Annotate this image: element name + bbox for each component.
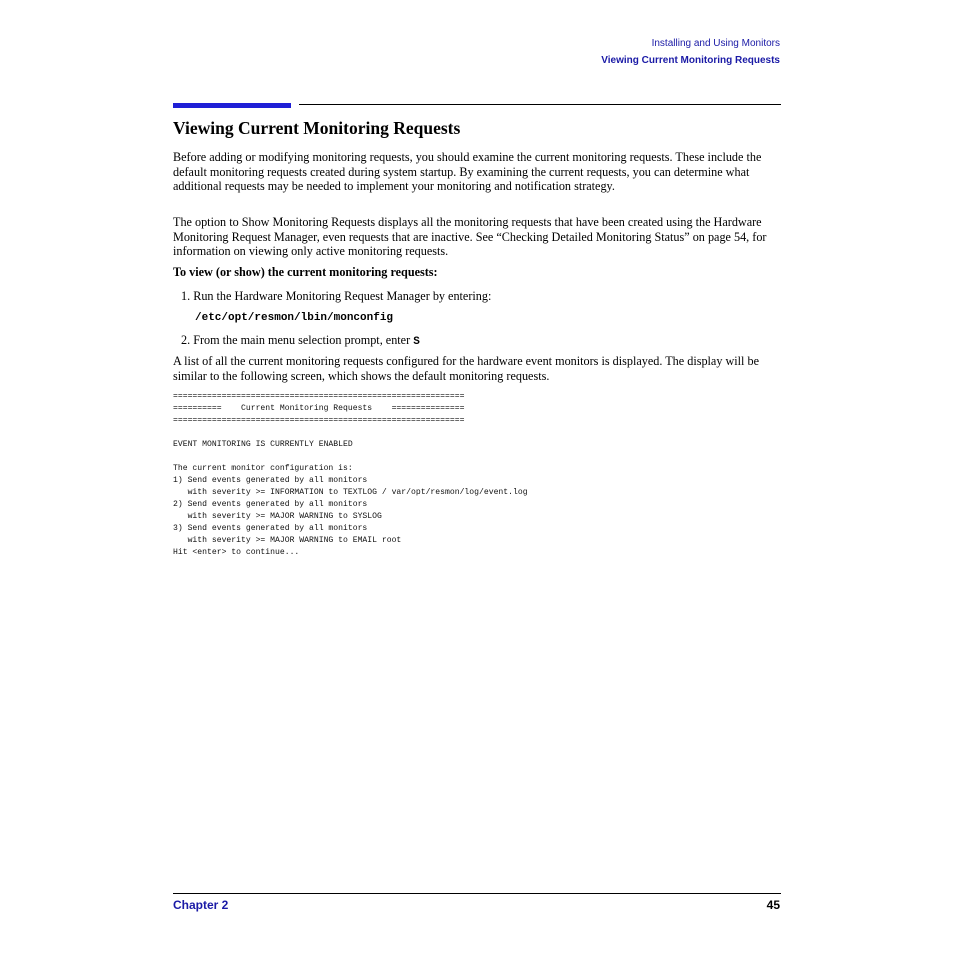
footer-chapter: Chapter 2 (173, 898, 229, 912)
running-header-title: Viewing Current Monitoring Requests (601, 55, 780, 66)
result-paragraph: A list of all the current monitoring requests configured for the hardware event monitors is displayed. The display will be similar to the following screen, which shows the default monitoring requests. (173, 354, 759, 383)
section-accent-bar (173, 103, 291, 108)
step-1-text: 1. Run the Hardware Monitoring Request Manager by entering: (181, 289, 492, 303)
procedure-heading: To view (or show) the current monitoring requests: (173, 265, 438, 279)
section-rule (299, 104, 781, 105)
step-1 (181, 289, 491, 304)
running-header-section: Installing and Using Monitors (651, 38, 780, 49)
step-2 (181, 333, 420, 348)
footer-page-number: 45 (766, 898, 780, 912)
show-requests-paragraph: The option to Show Monitoring Requests displays all the monitoring requests that have been created using the Hardware Monitoring Request Manager, even requests that are inactive. See “Checking Detailed Monitoring Status” on page 54, for information on viewing only active monitoring requests. (173, 215, 767, 259)
step-2-text: 2. From the main menu selection prompt, enter (181, 333, 414, 347)
intro-paragraph: Before adding or modifying monitoring requests, you should examine the current monitoring requests. These include the default monitoring requests created during system startup. By examining the current requests, you can determine what additional requests may be needed to implement your monitoring and notification strategy. (173, 150, 762, 194)
footer-rule (173, 893, 781, 894)
page-title: Viewing Current Monitoring Requests (173, 118, 461, 138)
screen-output: ============================================================ ========== Current Monitoring Requests =============== ============================================================ EVENT MONITORING IS CURRENTLY ENABLED The current monitor configuration is: 1) Send events generated by all monitors with severity >= INFORMATION to TEXTLOG / var/opt/resmon/log/event.log 2) Send events generated by all monitors with severity >= MAJOR WARNING to SYSLOG 3) Send events generated by all monitors with severity >= MAJOR WARNING to EMAIL root Hit <enter> to continue... (173, 392, 528, 557)
step-2-key: S (413, 336, 420, 348)
step-1-command: /etc/opt/resmon/lbin/monconfig (195, 312, 394, 324)
